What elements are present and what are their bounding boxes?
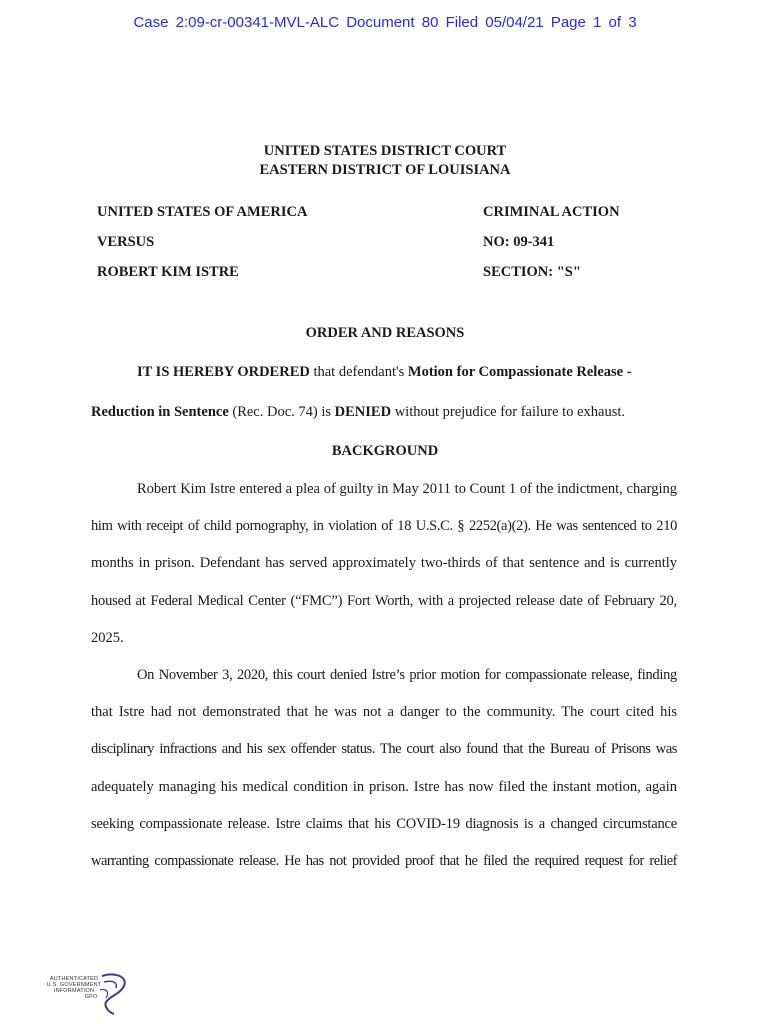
- caption-defendant: ROBERT KIM ISTRE: [97, 264, 239, 280]
- case-header-stamp: Case 2:09-cr-00341-MVL-ALC Document 80 Filed 05/04/21 Page 1 of 3: [133, 14, 637, 31]
- gpo-line: GPO: [84, 994, 98, 1000]
- reduction-text: (Rec. Doc. 74) is: [228, 404, 335, 420]
- paragraph2-line: warranting compassionate release. He has not provided proof that he filed the required request for relief: [91, 853, 677, 869]
- denied-bold: DENIED: [334, 404, 392, 420]
- paragraph1-line: months in prison. Defendant has served approximately two-thirds of that sentence and is currently: [91, 555, 677, 571]
- order-heading: ORDER AND REASONS: [305, 325, 465, 341]
- paragraph2-line: disciplinary infractions and his sex offender status. The court also found that the Bureau of Prisons was: [91, 741, 677, 757]
- paragraph2-line: that Istre had not demonstrated that he was not a danger to the community. The court cited his: [91, 704, 677, 720]
- caption-case-number: NO: 09-341: [483, 234, 555, 250]
- ordered-text: that defendant's: [309, 364, 408, 380]
- ordered-bold: IT IS HEREBY ORDERED: [137, 364, 310, 380]
- paragraph2-line: On November 3, 2020, this court denied Istre’s prior motion for compassionate release, finding: [137, 667, 677, 683]
- gpo-authentication-logo: [44, 972, 134, 1018]
- caption-case-type: CRIMINAL ACTION: [483, 204, 620, 220]
- caption-party: UNITED STATES OF AMERICA: [97, 204, 308, 220]
- court-district: EASTERN DISTRICT OF LOUISIANA: [259, 162, 511, 178]
- paragraph1-line: 2025.: [91, 630, 124, 646]
- paragraph1-line: housed at Federal Medical Center (“FMC”) Fort Worth, with a projected release date of February 20,: [91, 593, 677, 609]
- denied-text: without prejudice for failure to exhaust.: [391, 404, 626, 420]
- gpo-line: U.S. GOVERNMENT: [46, 982, 102, 988]
- court-title: [0, 142, 770, 180]
- gpo-line: AUTHENTICATED: [49, 976, 99, 982]
- paragraph2-line: adequately managing his medical condition in prison. Istre has now filed the instant motion, again: [91, 779, 677, 795]
- order-line-1: [137, 364, 677, 381]
- paragraph1-line: Robert Kim Istre entered a plea of guilty in May 2011 to Count 1 of the indictment, charging: [137, 481, 677, 497]
- court-name: UNITED STATES DISTRICT COURT: [263, 143, 507, 159]
- caption-section: SECTION: "S": [483, 264, 581, 280]
- paragraph2-line: seeking compassionate release. Istre claims that his COVID-19 diagnosis is a changed circumstance: [91, 816, 677, 832]
- motion-bold: Motion for Compassionate Release -: [407, 364, 632, 380]
- background-heading: BACKGROUND: [331, 443, 439, 459]
- order-line-2: [91, 404, 677, 421]
- caption-versus: VERSUS: [97, 234, 155, 250]
- paragraph1-line: him with receipt of child pornography, in violation of 18 U.S.C. § 2252(a)(2). He was sentenced to 210: [91, 518, 677, 534]
- gpo-line: INFORMATION: [53, 988, 95, 994]
- eagle-icon: [44, 972, 134, 1018]
- reduction-bold: Reduction in Sentence: [91, 404, 229, 420]
